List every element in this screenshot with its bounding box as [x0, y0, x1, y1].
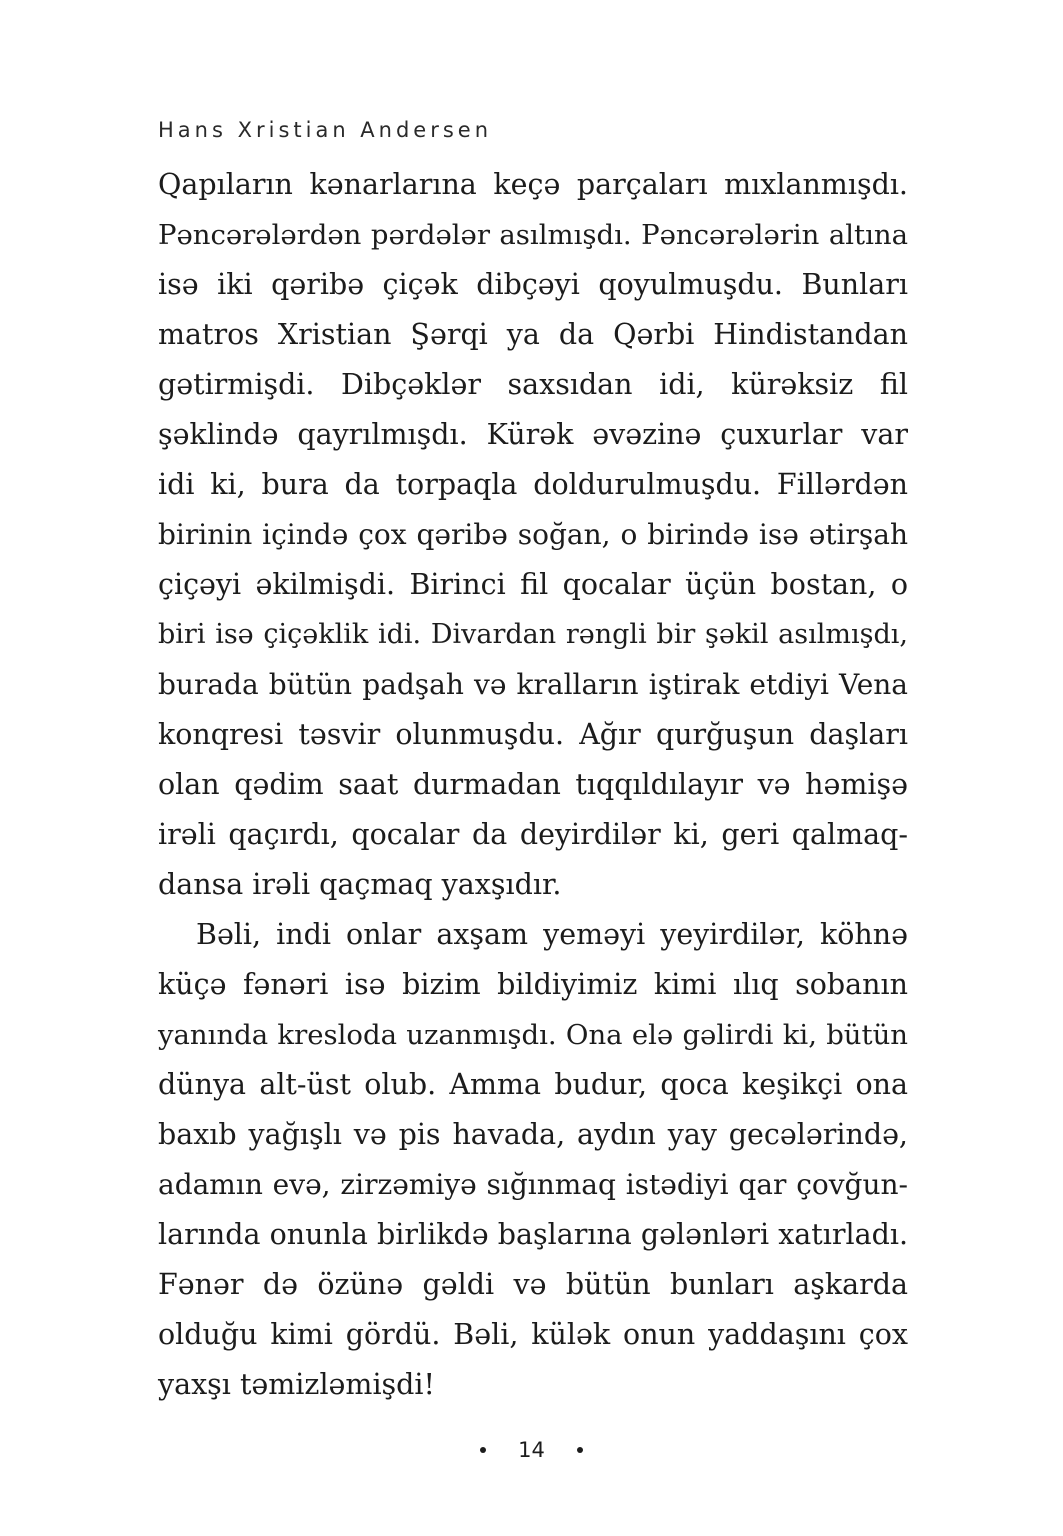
text-line: dünya alt-üst olub. Amma budur, qoca keşikçi ona: [158, 1068, 908, 1101]
text-line: konqresi təsvir olunmuşdu. Ağır qurğuşun daşları: [158, 718, 908, 751]
text-line: yanında kresloda uzanmışdı. Ona elə gəlirdi ki, bütün: [158, 1019, 908, 1051]
text-line: Pəncərələrdən pərdələr asılmışdı. Pəncərələrin altına: [158, 219, 908, 251]
text-line: matros Xristian Şərqi ya da Qərbi Hindistandan: [158, 318, 908, 351]
page-number: 14: [518, 1438, 545, 1462]
text-line: idi ki, bura da torpaqla doldurulmuşdu. Fillərdən: [158, 468, 908, 501]
text-line: burada bütün padşah və kralların iştirak etdiyi Vena: [158, 668, 908, 701]
text-line: küçə fənəri isə bizim bildiyimiz kimi ılıq sobanın: [158, 968, 908, 1001]
text-line: olan qədim saat durmadan tıqqıldılayır və həmişə: [158, 768, 908, 801]
page-body: [158, 160, 908, 1410]
text-line: dansa irəli qaçmaq yaxşıdır.: [158, 868, 562, 901]
text-line: isə iki qəribə çiçək dibçəyi qoyulmuşdu. Bunları: [158, 268, 908, 301]
text-line: Qapıların kənarlarına keçə parçaları mıxlanmışdı.: [158, 168, 908, 201]
text-line: baxıb yağışlı və pis havada, aydın yay gecələrində,: [158, 1118, 908, 1151]
text-line: larında onunla birlikdə başlarına gələnləri xatırladı.: [158, 1218, 908, 1251]
text-line: şəklində qayrılmışdı. Kürək əvəzinə çuxurlar var: [158, 418, 908, 451]
bullet-dot-icon: [577, 1447, 583, 1453]
text-line: olduğu kimi gördü. Bəli, külək onun yaddaşını çox: [158, 1318, 908, 1351]
bullet-dot-icon: [480, 1447, 486, 1453]
text-line: biri isə çiçəklik idi. Divardan rəngli bir şəkil asılmışdı,: [158, 619, 908, 650]
text-line: yaxşı təmizləmişdi!: [158, 1368, 435, 1401]
text-line: adamın evə, zirzəmiyə sığınmaq istədiyi qar çovğun-: [158, 1168, 908, 1201]
text-line: Fənər də özünə gəldi və bütün bunları aşkarda: [158, 1268, 908, 1301]
page-footer: [0, 1435, 1063, 1465]
text-line: çiçəyi əkilmişdi. Birinci fil qocalar üçün bostan, o: [158, 568, 908, 601]
running-header-author: Hans Xristian Andersen: [158, 118, 493, 142]
text-line: Bəli, indi onlar axşam yeməyi yeyirdilər, köhnə: [196, 918, 908, 951]
text-line: birinin içində çox qəribə soğan, o birində isə ətirşah: [158, 518, 908, 551]
text-line: irəli qaçırdı, qocalar da deyirdilər ki, geri qalmaq-: [158, 818, 908, 851]
text-line: gətirmişdi. Dibçəklər saxsıdan idi, kürəksiz fil: [158, 368, 908, 401]
